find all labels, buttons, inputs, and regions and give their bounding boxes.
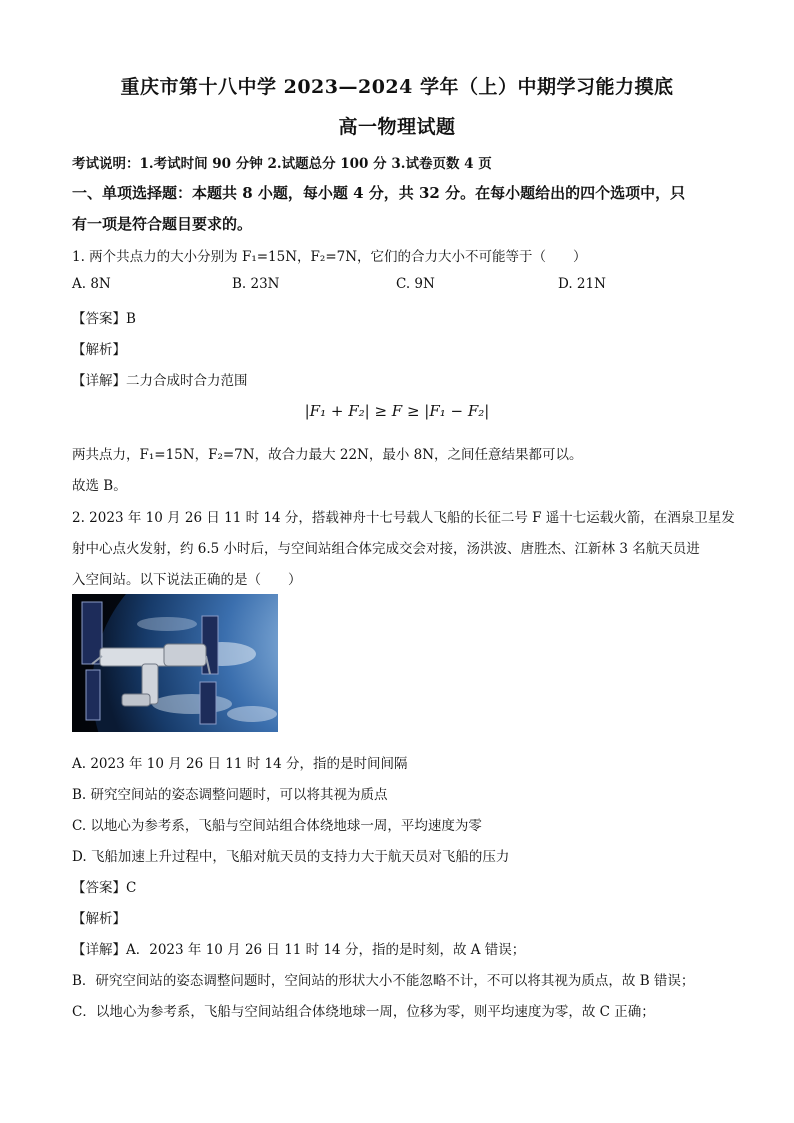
q2-option-d: D. 飞船加速上升过程中，飞船对航天员的支持力大于航天员对飞船的压力	[72, 849, 510, 865]
q2-option-b: B. 研究空间站的姿态调整问题时，可以将其视为质点	[72, 787, 388, 803]
q2-option-c: C. 以地心为参考系，飞船与空间站组合体绕地球一周，平均速度为零	[72, 818, 482, 834]
q2-detail-c: C．以地心为参考系，飞船与空间站组合体绕地球一周，位移为零，则平均速度为零，故 C 正确；	[72, 1004, 655, 1020]
q2-detail-b: B．研究空间站的姿态调整问题时，空间站的形状大小不能忽略不计，不可以将其视为质点，故 B 错误；	[72, 973, 695, 989]
section-heading-line2: 有一项是符合题目要求的。	[72, 215, 253, 233]
q1-option-c: C. 9N	[396, 276, 435, 292]
q1-analysis-label: 【解析】	[72, 342, 126, 358]
q1-formula: |F₁ + F₂| ≥ F ≥ |F₁ − F₂|	[304, 402, 490, 420]
q1-option-b: B. 23N	[232, 276, 280, 292]
q1-option-a: A. 8N	[72, 276, 111, 292]
q2-option-a: A. 2023 年 10 月 26 日 11 时 14 分，指的是时间间隔	[72, 756, 408, 772]
section-heading-line1: 一、单项选择题：本题共 8 小题，每小题 4 分，共 32 分。在每小题给出的四个选项中，只	[72, 184, 686, 202]
q2-stem-line1: 2. 2023 年 10 月 26 日 11 时 14 分，搭载神舟十七号载人飞船的长征二号 F 遥十七运载火箭，在酒泉卫星发	[72, 510, 735, 526]
q1-detail: 【详解】二力合成时合力范围	[72, 373, 248, 389]
q1-stem: 1. 两个共点力的大小分别为 F₁=15N，F₂=7N，它们的合力大小不可能等于（ ）	[72, 249, 587, 265]
q2-answer: 【答案】C	[72, 880, 137, 896]
space-station-illustration	[72, 594, 278, 732]
q2-stem-line2: 射中心点火发射，约 6.5 小时后，与空间站组合体完成交会对接，汤洪波、唐胜杰、江新林 3 名航天员进	[72, 541, 700, 557]
page-title: 重庆市第十八中学 2023—2024 学年（上）中期学习能力摸底	[120, 76, 674, 98]
page-subtitle: 高一物理试题	[338, 116, 456, 138]
space-station-photo	[72, 594, 278, 732]
q1-explain: 两共点力，F₁=15N，F₂=7N，故合力最大 22N，最小 8N，之间任意结果都可以。	[72, 447, 583, 463]
q2-stem-line3: 入空间站。以下说法正确的是（ ）	[72, 572, 302, 588]
q1-conclusion: 故选 B。	[72, 478, 127, 494]
q2-analysis-label: 【解析】	[72, 911, 126, 927]
q1-answer: 【答案】B	[72, 311, 136, 327]
q1-option-d: D. 21N	[558, 276, 606, 292]
q2-detail-a: 【详解】A．2023 年 10 月 26 日 11 时 14 分，指的是时刻，故 A 错误；	[72, 942, 526, 958]
exam-notes: 考试说明：1.考试时间 90 分钟 2.试题总分 100 分 3.试卷页数 4 页	[72, 156, 492, 172]
